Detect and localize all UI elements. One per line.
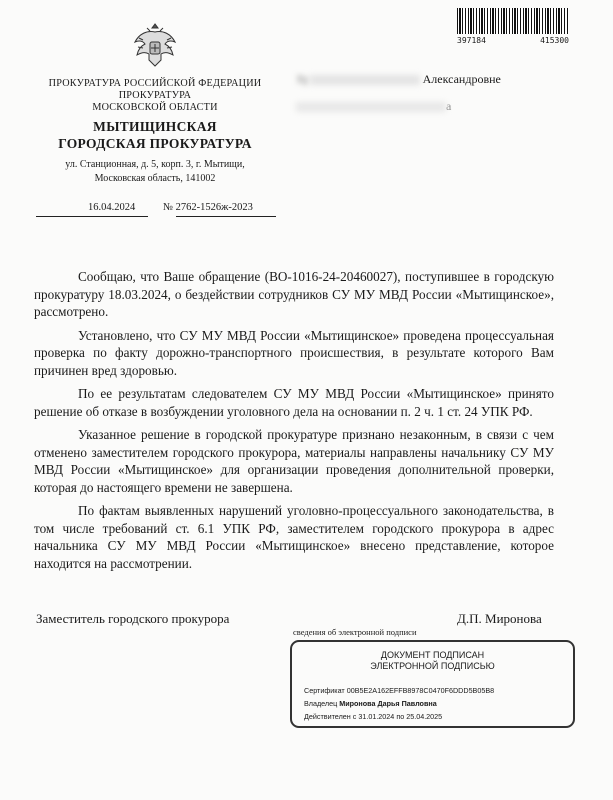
paragraph-1: Сообщаю, что Ваше обращение (ВО-1016-24-20460027), поступившее в городскую прокуратуру 18.03.2024, о бездействии сотрудников СУ МУ МВД России «Мытищинское», рассмотрено. [34, 269, 554, 319]
org-line-2: ПРОКУРАТУРА [118, 90, 192, 101]
signer-role: Заместитель городского прокурора [36, 611, 230, 626]
barcode [457, 8, 569, 52]
reference-line [36, 200, 276, 218]
signer-name: Д.П. Миронова [457, 611, 542, 626]
letter-number: № 2762-1526ж-2023 [163, 202, 253, 213]
org-title-2: ГОРОДСКАЯ ПРОКУРАТУРА [58, 136, 252, 151]
recipient-block [296, 72, 501, 114]
org-line-1: ПРОКУРАТУРА РОССИЙСКОЙ ФЕДЕРАЦИИ [48, 78, 262, 89]
recipient-name: Александровне [422, 72, 501, 86]
esig-title: ДОКУМЕНТ ПОДПИСАН ЭЛЕКТРОННОЙ ПОДПИСЬЮ [370, 650, 495, 671]
letter-body [34, 268, 554, 578]
esig-owner: Владелец Миронова Дарья Павловна [304, 699, 437, 708]
number-underline [176, 216, 276, 217]
barcode-number-left: 397184 [457, 36, 486, 45]
barcode-number-right: 415300 [540, 36, 569, 45]
recipient-redacted: Ху [296, 72, 310, 86]
esig-certificate: Сертификат 00B5E2A162EFFB8978C0470F6DDD5B05B8 [304, 686, 495, 695]
paragraph-3: По ее результатам следователем СУ МУ МВД России «Мытищинское» принято решение об отказе в возбуждении уголовного дела на основании п. 2 ч. 1 ст. 24 УПК РФ. [34, 386, 554, 419]
barcode-bars [457, 8, 569, 34]
date-underline [36, 216, 148, 217]
org-title-1: МЫТИЩИНСКАЯ [93, 119, 217, 134]
letter-date: 16.04.2024 [88, 202, 136, 213]
coat-of-arms-icon [133, 20, 177, 70]
org-address-2: Московская область, 141002 [94, 173, 216, 184]
esig-caption: сведения об электронной подписи [293, 627, 417, 637]
recipient-address-redacted [296, 102, 446, 112]
org-address-1: ул. Станционная, д. 5, корп. 3, г. Мытищи, [65, 159, 245, 170]
paragraph-5: По фактам выявленных нарушений уголовно-процессуального законодательства, в том числе требований ст. 6.1 УПК РФ, заместителем городского прокурора в адрес начальника СУ МУ МВД России «Мытищинское» внесено представление, которое находится на рассмотрении. [34, 503, 554, 571]
esig-stamp [290, 640, 575, 728]
org-line-3: МОСКОВСКОЙ ОБЛАСТИ [92, 102, 218, 113]
paragraph-2: Установлено, что СУ МУ МВД России «Мытищинское» проведена процессуальная проверка по факту дорожно-транспортного происшествия, в результате которого Вам причинен вред здоровью. [34, 327, 554, 378]
esig-validity: Действителен с 31.01.2024 по 25.04.2025 [304, 712, 443, 721]
paragraph-4: Указанное решение в городской прокуратуре признано незаконным, в связи с чем отменено заместителем городского прокурора, материалы направлены начальнику СУ МУ МВД России «Мытищинское» для организации проведения дополнительной проверки, которая до настоящего времени не завершена. [34, 427, 554, 495]
recipient-address-tail: а [446, 99, 452, 113]
